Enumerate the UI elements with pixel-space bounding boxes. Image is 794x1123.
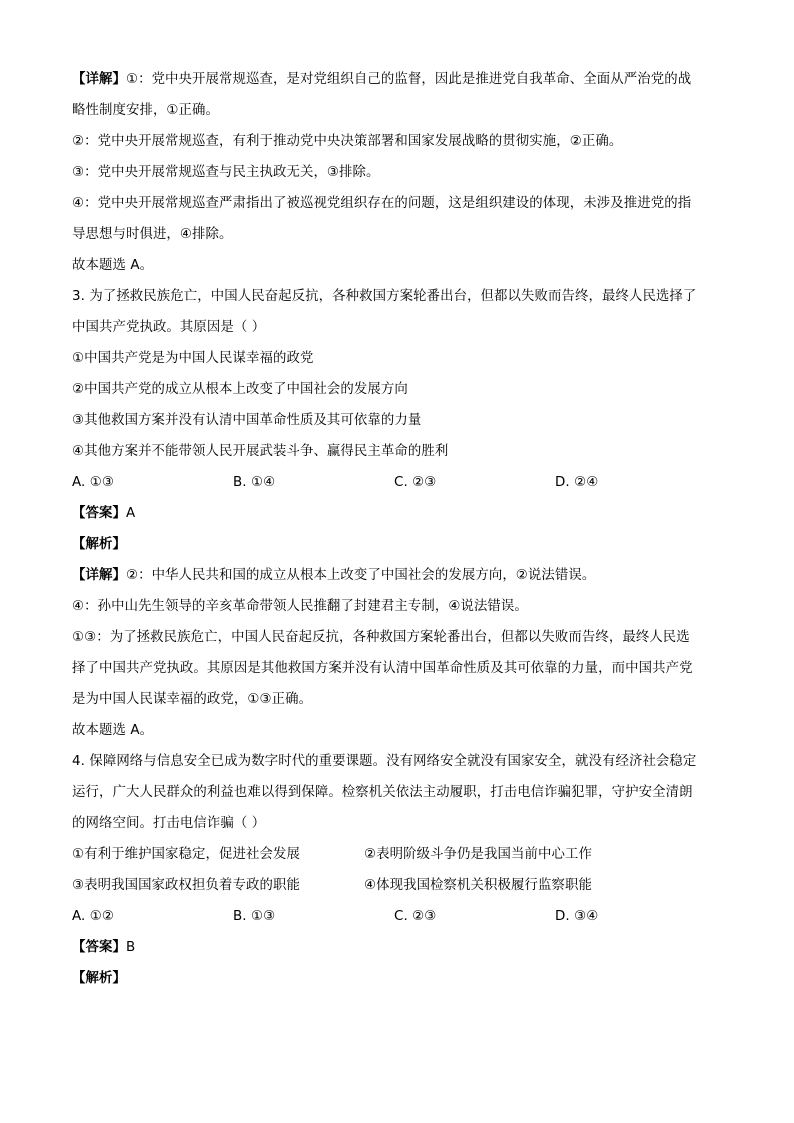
q3-option-d: D. ②④ [555, 475, 599, 490]
q4-options [72, 901, 732, 932]
q2-detail-point-4-line-1: ④：党中央开展常规巡查严肃指出了被巡视党组织存在的问题，这是组织建设的体现，未涉及推进党的指 [72, 196, 692, 211]
q4-analysis-label: 【解析】 [72, 971, 126, 986]
answer-label: 【答案】 [72, 940, 126, 955]
detail-label: 【详解】 [72, 72, 126, 87]
q3-option-a: A. ①③ [72, 475, 114, 490]
q3-option-b: B. ①④ [233, 475, 276, 490]
q2-detail-point-3: ③：党中央开展常规巡查与民主执政无关，③排除。 [72, 165, 380, 180]
q4-option-c: C. ②③ [394, 909, 437, 924]
q4-answer-value: B [125, 940, 136, 955]
q3-detail-text: ②：中华人民共和国的成立从根本上改变了中国社会的发展方向，②说法错误。 [125, 568, 596, 583]
q3-item-3: ③其他救国方案并没有认清中国革命性质及其可依靠的力量 [72, 413, 422, 428]
q2-detail-line-2: 略性制度安排，①正确。 [72, 103, 220, 118]
q4-stem-line-1: 4. 保障网络与信息安全已成为数字时代的重要课题。没有网络安全就没有国家安全，就没有经济社会稳定 [72, 754, 697, 769]
q4-option-a: A. ①② [72, 909, 114, 924]
q2-detail-point-4-line-2: 导思想与时俱进，④排除。 [72, 227, 233, 242]
q4-option-d: D. ③④ [555, 909, 599, 924]
q2-detail-text: ①：党中央开展常规巡查，是对党组织自己的监督，因此是推进党自我革命、全面从严治党的战 [125, 72, 692, 87]
q4-item-2: ②表明阶级斗争仍是我国当前中心工作 [364, 847, 592, 862]
q3-item-4: ④其他方案并不能带领人民开展武装斗争、赢得民主革命的胜利 [72, 444, 449, 459]
q4-item-3: ③表明我国国家政权担负着专政的职能 [72, 878, 300, 893]
q4-item-1: ①有利于维护国家稳定，促进社会发展 [72, 847, 300, 862]
q3-detail-line-2: ④：孙中山先生领导的辛亥革命带领人民推翻了封建君主专制，④说法错误。 [72, 599, 528, 614]
q3-stem-line-2: 中国共产党执政。其原因是（ ） [72, 320, 266, 335]
q3-item-2: ②中国共产党的成立从根本上改变了中国社会的发展方向 [72, 382, 408, 397]
q4-item-4: ④体现我国检察机关积极履行监察职能 [364, 878, 592, 893]
q3-detail-line-4: 择了中国共产党执政。其原因是其他救国方案并没有认清中国革命性质及其可依靠的力量，而中国共产党 [72, 661, 693, 676]
q4-stem-line-2: 运行，广大人民群众的利益也难以得到保障。检察机关依法主动履职，打击电信诈骗犯罪，守护安全清朗 [72, 785, 693, 800]
q4-items-row-1 [72, 839, 732, 870]
q3-detail-line-1 [72, 560, 732, 591]
q3-item-1: ①中国共产党是为中国人民谋幸福的政党 [72, 351, 314, 366]
q2-detail-line-1 [72, 64, 732, 95]
detail-label: 【详解】 [72, 568, 126, 583]
q3-analysis-label: 【解析】 [72, 537, 126, 552]
document-page [72, 64, 732, 994]
q3-options [72, 467, 732, 498]
q3-detail-line-3: ①③：为了拯救民族危亡，中国人民奋起反抗，各种救国方案轮番出台，但都以失败而告终，最终人民选 [72, 630, 690, 645]
q3-detail-line-5: 是为中国人民谋幸福的政党，①③正确。 [72, 692, 313, 707]
q3-answer-value: A [125, 506, 136, 521]
q3-option-c: C. ②③ [394, 475, 437, 490]
q4-answer [72, 932, 732, 963]
q4-option-b: B. ①③ [233, 909, 276, 924]
q4-items-row-2 [72, 870, 732, 901]
q2-conclusion: 故本题选 A。 [72, 258, 154, 273]
q3-answer [72, 498, 732, 529]
q2-detail-point-2: ②：党中央开展常规巡查，有利于推动党中央决策部署和国家发展战略的贯彻实施，②正确。 [72, 134, 623, 149]
answer-label: 【答案】 [72, 506, 126, 521]
q4-stem-line-3: 的网络空间。打击电信诈骗（ ） [72, 816, 266, 831]
q3-stem-line-1: 3. 为了拯救民族危亡，中国人民奋起反抗，各种救国方案轮番出台，但都以失败而告终，最终人民选择了 [72, 289, 697, 304]
q3-conclusion: 故本题选 A。 [72, 723, 154, 738]
